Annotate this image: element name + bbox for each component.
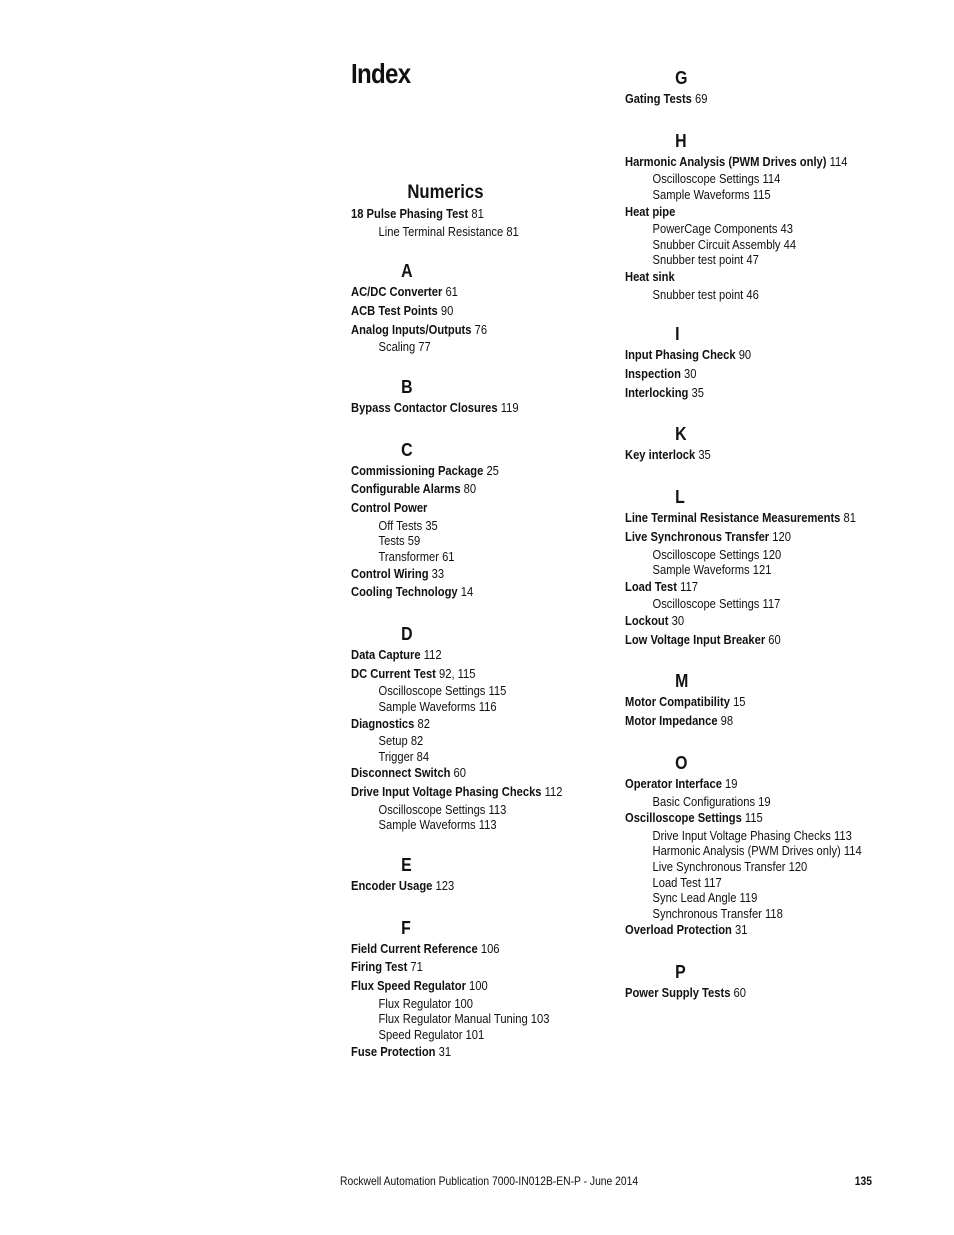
section-letter: Numerics: [407, 182, 484, 203]
entry-page-link[interactable]: 76: [474, 321, 488, 337]
entry-page-link[interactable]: 69: [695, 91, 708, 106]
entry-term: Analog Inputs/Outputs: [351, 321, 472, 337]
entry-term: Line Terminal Resistance Measurements: [625, 510, 841, 526]
section-letter: G: [675, 68, 688, 88]
index-section: [625, 66, 915, 109]
index-column-left: [351, 181, 641, 1081]
section-letter: M: [675, 671, 689, 692]
entry-term: Interlocking: [625, 384, 689, 400]
index-entry: [625, 809, 874, 828]
index-entry: [625, 578, 874, 597]
index-section: [351, 853, 641, 896]
index-entry: [351, 205, 600, 224]
index-subentry[interactable]: Flux Regulator Manual Tuning 103: [378, 1011, 550, 1027]
entry-term: Field Current Reference: [351, 940, 478, 956]
index-subentry[interactable]: Basic Configurations 19: [652, 793, 771, 809]
entry-term: Motor Compatibility: [625, 694, 730, 710]
entry-page-link[interactable]: 115: [744, 810, 763, 826]
page-footer: [340, 1174, 872, 1192]
section-letter: C: [401, 439, 413, 460]
index-subentry[interactable]: Tests 59: [378, 533, 421, 549]
index-entry: [351, 283, 600, 302]
index-entry: [625, 384, 874, 403]
entry-term: AC/DC Converter: [351, 284, 443, 300]
entry-page-link[interactable]: 123: [435, 878, 455, 894]
index-subentry[interactable]: Sample Waveforms 113: [378, 817, 497, 833]
entry-term: Disconnect Switch: [351, 765, 451, 781]
section-letter: L: [675, 487, 685, 508]
index-entry: [625, 528, 874, 547]
index-section: [351, 622, 641, 833]
index-entry: [351, 499, 600, 518]
section-letter: O: [675, 752, 688, 773]
index-subentry[interactable]: PowerCage Components 43: [652, 221, 793, 237]
index-subentry[interactable]: Off Tests 35: [378, 517, 438, 533]
index-entry: [625, 984, 874, 1003]
index-entry: [351, 321, 600, 340]
entry-page-link[interactable]: 19: [725, 775, 738, 791]
entry-term: Drive Input Voltage Phasing Checks: [351, 784, 542, 800]
entry-page-link[interactable]: 60: [453, 765, 466, 781]
entry-term: Operator Interface: [625, 775, 722, 791]
index-subentry[interactable]: Sample Waveforms 116: [378, 699, 497, 714]
section-letter: I: [675, 324, 680, 345]
entry-term: Heat pipe: [625, 203, 676, 219]
entry-term: Live Synchronous Transfer: [625, 528, 770, 544]
entry-page-link[interactable]: 30: [671, 613, 685, 629]
entry-page-link[interactable]: 98: [720, 713, 734, 729]
entry-page-link[interactable]: 117: [680, 578, 698, 594]
section-letter: K: [675, 424, 687, 445]
entry-term: Lockout: [625, 613, 669, 629]
section-letter: B: [401, 377, 413, 397]
entry-term: Load Test: [625, 578, 677, 594]
entry-page-link[interactable]: 114: [829, 153, 848, 169]
entry-page-link[interactable]: 31: [438, 1043, 452, 1059]
index-subentry[interactable]: Live Synchronous Transfer 120: [652, 859, 808, 875]
index-entry: [625, 631, 874, 650]
entry-page-link[interactable]: 60: [768, 631, 781, 647]
index-entry: [351, 583, 600, 602]
index-subentry[interactable]: Line Terminal Resistance 81: [378, 223, 519, 239]
index-subentry[interactable]: Setup 82: [378, 733, 424, 749]
entry-term: Encoder Usage: [351, 878, 433, 894]
entry-term: Low Voltage Input Breaker: [625, 631, 766, 647]
index-subentry[interactable]: Snubber test point 46: [652, 286, 759, 302]
index-subentry[interactable]: Oscilloscope Settings 113: [378, 801, 507, 817]
entry-page-link[interactable]: 31: [734, 922, 748, 938]
index-entry: [351, 462, 600, 481]
entry-term: Control Wiring: [351, 565, 429, 581]
publication-info: Rockwell Automation Publication 7000-IN012B-EN-P - June 2014: [340, 1174, 639, 1188]
entry-term: Data Capture: [351, 647, 421, 662]
section-letter: E: [401, 855, 412, 876]
entry-page-link[interactable]: 112: [423, 647, 442, 662]
entry-term: Key interlock: [625, 447, 696, 463]
index-entry: [625, 509, 874, 528]
page-number: 135: [854, 1174, 872, 1188]
entry-term: Diagnostics: [351, 715, 415, 731]
entry-page-link[interactable]: 35: [691, 384, 704, 400]
entry-page-link[interactable]: 90: [440, 303, 454, 318]
index-subentry[interactable]: Harmonic Analysis (PWM Drives only) 114: [652, 843, 862, 859]
entry-page-link[interactable]: 60: [733, 985, 746, 1001]
entry-term: Inspection: [625, 366, 681, 382]
entry-term: Heat sink: [625, 269, 675, 285]
entry-page-link[interactable]: 30: [684, 366, 697, 382]
entry-term: Overload Protection: [625, 922, 732, 938]
entry-page-link[interactable]: 100: [469, 978, 488, 994]
index-section: [625, 129, 915, 303]
index-entry: [625, 693, 874, 712]
entry-page-link[interactable]: 71: [410, 959, 423, 975]
index-section: [625, 322, 915, 402]
index-entry: [351, 565, 600, 584]
index-subentry[interactable]: Oscilloscope Settings 120: [652, 546, 782, 562]
entry-term: Commissioning Package: [351, 462, 484, 478]
index-section: [625, 751, 915, 940]
entry-term: Oscilloscope Settings: [625, 810, 742, 826]
entry-page-link[interactable]: 81: [843, 510, 856, 526]
index-entry: [351, 646, 600, 665]
index-entry: [625, 365, 874, 384]
index-subentry[interactable]: Transformer 61: [378, 549, 455, 564]
index-subentry[interactable]: Sample Waveforms 115: [652, 187, 771, 202]
entry-page-link[interactable]: 106: [480, 940, 500, 956]
entry-term: Cooling Technology: [351, 584, 458, 600]
entry-term: 18 Pulse Phasing Test: [351, 206, 469, 221]
index-section: [625, 960, 915, 1003]
index-subentry[interactable]: Sample Waveforms 121: [652, 562, 772, 578]
entry-page-link[interactable]: 80: [463, 481, 477, 497]
entry-term: Harmonic Analysis (PWM Drives only): [625, 153, 827, 169]
entry-page-link[interactable]: 81: [471, 206, 484, 221]
entry-page-link[interactable]: 14: [460, 584, 474, 600]
index-entry: [351, 877, 600, 896]
index-entry: [625, 612, 874, 631]
index-entry: [351, 302, 600, 321]
section-letter: D: [401, 624, 413, 644]
index-subentry[interactable]: Oscilloscope Settings 115: [378, 683, 507, 699]
index-column-right: [625, 66, 915, 1023]
entry-page-link[interactable]: 15: [733, 694, 746, 710]
entry-page-link[interactable]: 90: [738, 347, 752, 363]
index-subentry[interactable]: Flux Regulator 100: [378, 995, 473, 1011]
index-subentry[interactable]: Snubber Circuit Assembly 44: [652, 236, 797, 252]
index-section: [351, 438, 641, 602]
index-subentry[interactable]: Speed Regulator 101: [378, 1027, 485, 1043]
index-section: [351, 916, 641, 1062]
section-letter: A: [401, 261, 413, 282]
section-letter: F: [401, 917, 411, 938]
index-entry: [625, 268, 874, 287]
index-subentry[interactable]: Oscilloscope Settings 117: [652, 596, 781, 612]
index-entry: [351, 399, 600, 418]
index-section: [625, 422, 915, 465]
entry-term: Fuse Protection: [351, 1043, 436, 1059]
index-subentry[interactable]: Sync Lead Angle 119: [652, 890, 758, 906]
index-subentry[interactable]: Scaling 77: [378, 339, 431, 355]
index-subentry[interactable]: Snubber test point 47: [652, 252, 759, 268]
index-entry: [625, 153, 874, 172]
entry-term: Bypass Contactor Closures: [351, 400, 498, 415]
index-section: [625, 669, 915, 730]
index-section: [351, 375, 641, 418]
index-subentry[interactable]: Oscilloscope Settings 114: [652, 171, 781, 187]
index-entry: [351, 1043, 600, 1062]
index-section: [625, 485, 915, 649]
index-entry: [351, 783, 600, 802]
entry-page-link[interactable]: 120: [772, 528, 791, 544]
entry-page-link[interactable]: 119: [500, 400, 519, 415]
entry-term: Firing Test: [351, 959, 408, 975]
index-entry: [625, 446, 874, 465]
index-entry: [625, 775, 874, 794]
index-entry: [351, 977, 600, 996]
entry-page-link[interactable]: 35: [698, 447, 711, 463]
entry-page-link[interactable]: 82: [417, 715, 430, 731]
index-subentry[interactable]: Load Test 117: [652, 874, 722, 890]
index-entry: [625, 921, 874, 940]
index-entry: [351, 764, 600, 783]
index-subentry[interactable]: Drive Input Voltage Phasing Checks 113: [652, 827, 852, 843]
entry-term: Configurable Alarms: [351, 481, 461, 497]
entry-term: Input Phasing Check: [625, 347, 736, 363]
section-letter: P: [675, 962, 686, 983]
entry-page-link[interactable]: 33: [431, 565, 445, 581]
entry-term: Motor Impedance: [625, 713, 718, 729]
index-entry: [625, 712, 874, 731]
index-entry: [351, 480, 600, 499]
index-entry: [625, 90, 874, 109]
entry-page-link[interactable]: 61: [445, 284, 458, 300]
index-entry: [625, 346, 874, 365]
entry-page-link[interactable]: 92, 115: [439, 665, 476, 681]
section-letter: H: [675, 130, 687, 151]
index-entry: [351, 958, 600, 977]
index-entry: [351, 665, 600, 684]
entry-term: Gating Tests: [625, 91, 692, 106]
index-entry: [351, 715, 600, 734]
page-title: Index: [351, 58, 411, 89]
entry-page-link[interactable]: 25: [486, 462, 499, 478]
entry-term: Control Power: [351, 500, 428, 516]
index-section: [351, 181, 641, 239]
entry-page-link[interactable]: 112: [544, 784, 563, 800]
index-subentry[interactable]: Synchronous Transfer 118: [652, 905, 783, 921]
entry-term: Flux Speed Regulator: [351, 978, 466, 994]
entry-term: Power Supply Tests: [625, 985, 731, 1001]
index-subentry[interactable]: Trigger 84: [378, 748, 430, 764]
entry-term: ACB Test Points: [351, 303, 438, 318]
index-section: [351, 259, 641, 355]
entry-term: DC Current Test: [351, 665, 436, 681]
index-entry: [351, 940, 600, 959]
index-entry: [625, 203, 874, 222]
